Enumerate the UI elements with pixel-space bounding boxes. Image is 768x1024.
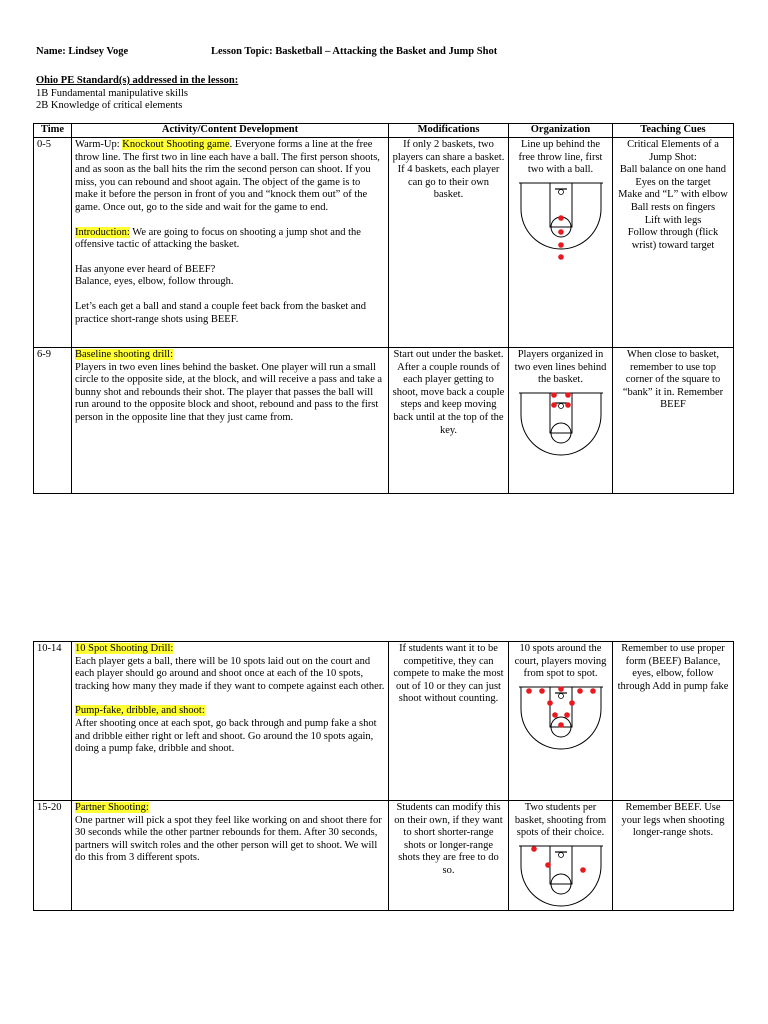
cue-item: Eyes on the target <box>635 176 711 188</box>
cue-item: Follow through (flick wrist) toward target <box>627 227 719 251</box>
player-spot-dot <box>558 722 564 728</box>
row-modifications: If only 2 baskets, two players can share a basket. If 4 baskets, each player can go to their own basket. <box>389 138 509 348</box>
standards-title: Ohio PE Standard(s) addressed in the lesson: <box>36 75 239 86</box>
player-spot-dot <box>545 862 551 868</box>
pump-fake-paragraph <box>75 705 385 755</box>
baseline-drill-title: Baseline shooting drill: <box>75 349 173 360</box>
row-activity <box>72 642 389 801</box>
lesson-table-2 <box>33 641 734 911</box>
player-spot-dot <box>531 846 537 852</box>
ten-spot-text: Each player gets a ball, there will be 10 spots laid out on the court and each player should go around and shoot once at each of the 10 spots, tracking how many they made if they want to compete against each other. <box>75 655 385 692</box>
row-activity <box>72 801 389 911</box>
player-spot-dot <box>551 392 557 398</box>
row-teaching-cues: Remember to use proper form (BEEF) Balance, eyes, elbow, follow through Add in pump fake <box>613 642 734 801</box>
beef-answer: Balance, eyes, elbow, follow through. <box>75 276 234 288</box>
player-spot-dot <box>558 242 564 248</box>
court-diagram-icon <box>517 181 605 263</box>
court-diagram-icon <box>517 391 605 461</box>
row-time: 15-20 <box>34 801 72 911</box>
cue-item: Make and “L” with elbow <box>618 189 728 201</box>
table-header-row <box>34 124 734 138</box>
standards-section <box>36 75 238 113</box>
player-spot-dot <box>539 688 545 694</box>
row-modifications: Students can modify this on their own, if they want to short shorter-range shots or longer-range shots they are free to do so. <box>389 801 509 911</box>
organization-text: Two students per basket, shooting from spots of their choice. <box>514 802 607 839</box>
intro-paragraph <box>75 227 385 252</box>
ten-spot-paragraph <box>75 643 385 693</box>
partner-shooting-title: Partner Shooting: <box>75 802 149 813</box>
player-spot-dot <box>547 700 553 706</box>
lesson-topic: Lesson Topic: Basketball – Attacking the Basket and Jump Shot <box>211 46 498 57</box>
table-row <box>34 642 734 801</box>
beef-question: Has anyone ever heard of BEEF? <box>75 263 216 275</box>
header-time: Time <box>34 124 72 138</box>
court-diagram-icon <box>517 844 605 908</box>
header-activity: Activity/Content Development <box>72 124 389 138</box>
warmup-label: Warm-Up: <box>75 139 123 150</box>
row-teaching-cues <box>613 138 734 348</box>
warmup-text: . Everyone forms a line at the free throw line. The first two in line each have a ball. The first person shoots, and as soon as the ball hits the rim the second person can shoot. If you miss, you can rebound and shoot again. The object of the game is to make it before the person in front of you and “knock them out” of the game. Once out, go to the side and wait for the game to end. <box>75 139 380 213</box>
cue-item: Ball balance on one hand <box>619 164 727 176</box>
row-modifications: If students want it to be competitive, they can compete to make the most out of 10 or they can just shoot without counting. <box>389 642 509 801</box>
intro-text: We are going to focus on shooting a jump shot and the offensive tactic of attacking the basket. <box>75 226 361 251</box>
closing-paragraph: Let’s each get a ball and stand a couple feet back from the basket and practice short-range shots using BEEF. <box>75 300 366 325</box>
intro-label: Introduction: <box>75 226 130 238</box>
court-diagram-icon <box>517 685 605 755</box>
header-organization: Organization <box>509 124 613 138</box>
ten-spot-title: 10 Spot Shooting Drill: <box>75 643 174 654</box>
player-spot-dot <box>558 229 564 235</box>
player-spot-dot <box>551 402 557 408</box>
pump-fake-text: After shooting once at each spot, go back through and pump fake a shot and dribble either right or left and shoot. Go around the 10 spots again, doing a pump fake, dribble and shoot. <box>75 717 377 755</box>
table-row <box>34 801 734 911</box>
row-activity <box>72 138 389 348</box>
header-modifications: Modifications <box>389 124 509 138</box>
player-spot-dot <box>558 686 564 692</box>
row-time: 0-5 <box>34 138 72 348</box>
player-spot-dot <box>564 712 570 718</box>
player-spot-dot <box>569 700 575 706</box>
row-modifications: Start out under the basket. After a couple rounds of each player getting to shoot, move back a couple steps and keep moving back until at the top of the key. <box>389 348 509 494</box>
table-row <box>34 348 734 494</box>
row-organization <box>509 642 613 801</box>
organization-text: 10 spots around the court, players moving from spot to spot. <box>514 643 607 680</box>
standard-item: 1B Fundamental manipulative skills <box>36 87 188 99</box>
row-organization <box>509 348 613 494</box>
lesson-header <box>36 46 498 59</box>
row-teaching-cues: Remember BEEF. Use your legs when shooting longer-range shots. <box>613 801 734 911</box>
warmup-paragraph <box>75 139 385 215</box>
row-time: 10-14 <box>34 642 72 801</box>
player-spot-dot <box>552 712 558 718</box>
player-spot-dot <box>558 254 564 260</box>
row-organization <box>509 801 613 911</box>
cue-item: Lift with legs <box>644 214 702 226</box>
beef-paragraph <box>75 264 385 289</box>
row-time: 6-9 <box>34 348 72 494</box>
pump-fake-title: Pump-fake, dribble, and shoot: <box>75 705 205 717</box>
row-organization <box>509 138 613 348</box>
teacher-name: Name: Lindsey Voge <box>36 46 129 57</box>
row-teaching-cues: When close to basket, remember to use top corner of the square to “bank” it in. Remember BEEF <box>613 348 734 494</box>
header-teaching-cues: Teaching Cues <box>613 124 734 138</box>
player-spot-dot <box>526 688 532 694</box>
player-spot-dot <box>565 392 571 398</box>
cue-item: Ball rests on fingers <box>630 201 716 213</box>
row-activity <box>72 348 389 494</box>
lesson-table-1 <box>33 123 734 494</box>
knockout-game-title: Knockout Shooting game <box>122 139 230 150</box>
partner-shooting-text: One partner will pick a spot they feel like working on and shoot there for 30 seconds while the other partner rebounds for them. After 30 seconds, partners will switch roles and the other person will get to shoot. We will do this from 3 different spots. <box>75 814 382 864</box>
cue-item: Critical Elements of a Jump Shot: <box>627 139 719 163</box>
player-spot-dot <box>577 688 583 694</box>
table-row <box>34 138 734 348</box>
player-spot-dot <box>558 215 564 221</box>
baseline-drill-text: Players in two even lines behind the basket. One player will run a small circle to the opposite side, at the block, and will receive a pass and take a bunny shot and rebounds their shot. The player that passes the ball will run around to the opposite block and shoot, rebound and pass to the first person in the opposite line that they just came from. <box>75 361 383 423</box>
organization-text: Line up behind the free throw line, first two with a ball. <box>518 139 603 176</box>
player-spot-dot <box>565 402 571 408</box>
player-spot-dot <box>590 688 596 694</box>
standard-item: 2B Knowledge of critical elements <box>36 100 183 112</box>
player-spot-dot <box>580 867 586 873</box>
organization-text: Players organized in two even lines behind the basket. <box>514 349 607 386</box>
